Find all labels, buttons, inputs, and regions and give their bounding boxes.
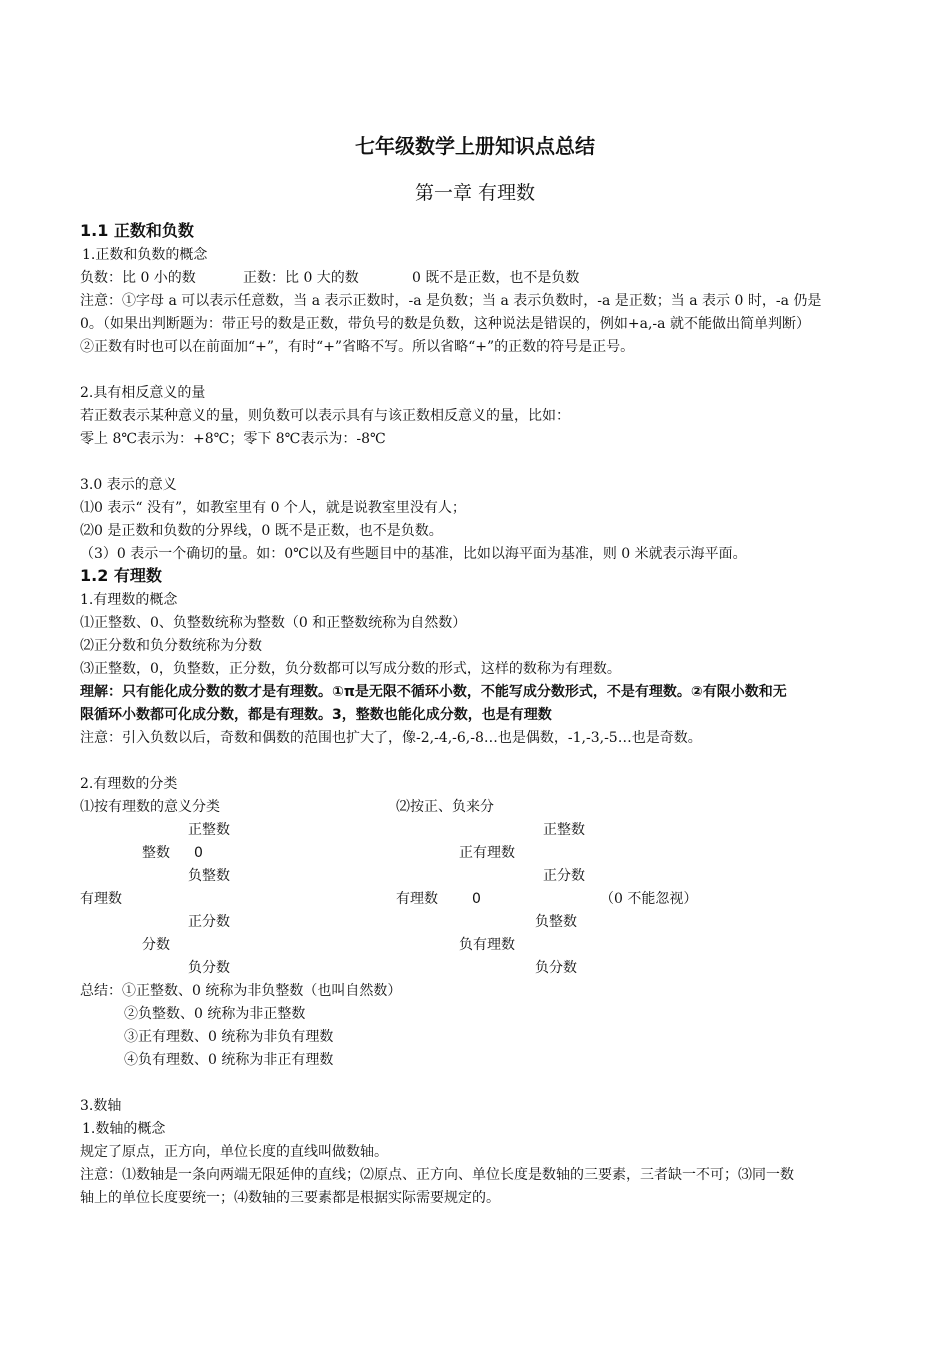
paragraph-line: ⑶正整数，0，负整数，正分数，负分数都可以写成分数的形式，这样的数称为有理数。 [80,661,621,677]
document-title: 七年级数学上册知识点总结 [355,134,595,158]
subsection-title: 1.有理数的概念 [80,592,178,608]
class-right-pos-int: 正整数 [543,822,585,838]
subsection-title: 3.0 表示的意义 [80,477,177,493]
section-heading-number-line: 3.数轴 [80,1098,122,1114]
note-line: 注意：⑴数轴是一条向两端无限延伸的直线；⑵原点、正方向、单位长度是数轴的三要素，三者缺一不可；⑶同一数 [80,1167,794,1183]
classify-left-title: ⑴按有理数的意义分类 [80,799,220,815]
subsection-title: 2.具有相反意义的量 [80,385,206,401]
zero-definition: 0 既不是正数，也不是负数 [412,270,580,286]
class-right-neg-int: 负整数 [535,914,577,930]
class-left-pos-int: 正整数 [188,822,230,838]
paragraph-line: （3）0 表示一个确切的量。如：0℃以及有些题目中的基准，比如以海平面为基准，则 0 米就表示海平面。 [80,546,747,562]
summary-line: ④负有理数、0 统称为非正有理数 [124,1052,334,1068]
class-left-fraction: 分数 [142,937,170,953]
class-right-neg-rational: 负有理数 [459,937,515,953]
paragraph-line: 若正数表示某种意义的量，则负数可以表示具有与该正数相反意义的量，比如： [80,408,570,424]
summary-line: ③正有理数、0 统称为非负有理数 [124,1029,334,1045]
note-line: 轴上的单位长度要统一；⑷数轴的三要素都是根据实际需要规定的。 [80,1190,500,1206]
class-right-rational: 有理数 [396,891,438,907]
class-left-pos-frac: 正分数 [188,914,230,930]
classify-right-title: ⑵按正、负来分 [396,799,494,815]
section-heading-1-1: 1.1 正数和负数 [80,221,194,240]
class-left-rational: 有理数 [80,891,122,907]
class-right-pos-rational: 正有理数 [459,845,515,861]
paragraph-line: 规定了原点，正方向，单位长度的直线叫做数轴。 [80,1144,388,1160]
paragraph-line: 零上 8℃表示为：+8℃；零下 8℃表示为：-8℃ [80,431,386,447]
subsection-title: 1.正数和负数的概念 [82,247,208,263]
section-heading-1-2: 1.2 有理数 [80,566,162,585]
understanding-line: 理解：只有能化成分数的数才是有理数。①π是无限不循环小数，不能写成分数形式，不是有理数。②有限小数和无 [80,684,787,700]
class-right-neg-frac: 负分数 [535,960,577,976]
positive-definition: 正数：比 0 大的数 [243,270,359,286]
chapter-heading: 第一章 有理数 [414,182,536,204]
negative-definition: 负数：比 0 小的数 [80,270,196,286]
note-line: 注意：引入负数以后，奇数和偶数的范围也扩大了，像-2,-4,-6,-8…也是偶数，-1,-3,-5…也是奇数。 [80,730,702,746]
summary-line: 总结：①正整数、0 统称为非负整数（也叫自然数） [80,983,402,999]
paragraph-line: ⑴0 表示“ 没有”，如教室里有 0 个人，就是说教室里没有人； [80,500,466,516]
understanding-line: 限循环小数都可化成分数，都是有理数。3，整数也能化成分数，也是有理数 [80,707,552,723]
class-right-zero-note: （0 不能忽视） [600,891,698,907]
class-right-zero: 0 [472,891,481,907]
paragraph-line: ⑵正分数和负分数统称为分数 [80,638,262,654]
note-line: ②正数有时也可以在前面加“+”，有时“+”省略不写。所以省略“+”的正数的符号是正号。 [80,339,635,355]
class-left-zero: 0 [194,845,203,861]
note-line: 0。（如果出判断题为：带正号的数是正数，带负号的数是负数，这种说法是错误的，例如+a,-a 就不能做出简单判断） [80,316,810,332]
class-right-pos-frac: 正分数 [543,868,585,884]
subsection-title: 1.数轴的概念 [82,1121,166,1137]
paragraph-line: ⑴正整数、0、负整数统称为整数（0 和正整数统称为自然数） [80,615,467,631]
class-left-integer: 整数 [142,845,170,861]
paragraph-line: ⑵0 是正数和负数的分界线，0 既不是正数，也不是负数。 [80,523,443,539]
summary-line: ②负整数、0 统称为非正整数 [124,1006,306,1022]
subsection-title: 2.有理数的分类 [80,776,178,792]
note-line: 注意：①字母 a 可以表示任意数，当 a 表示正数时，-a 是负数；当 a 表示负数时，-a 是正数；当 a 表示 0 时，-a 仍是 [80,293,822,309]
class-left-neg-int: 负整数 [188,868,230,884]
class-left-neg-frac: 负分数 [188,960,230,976]
